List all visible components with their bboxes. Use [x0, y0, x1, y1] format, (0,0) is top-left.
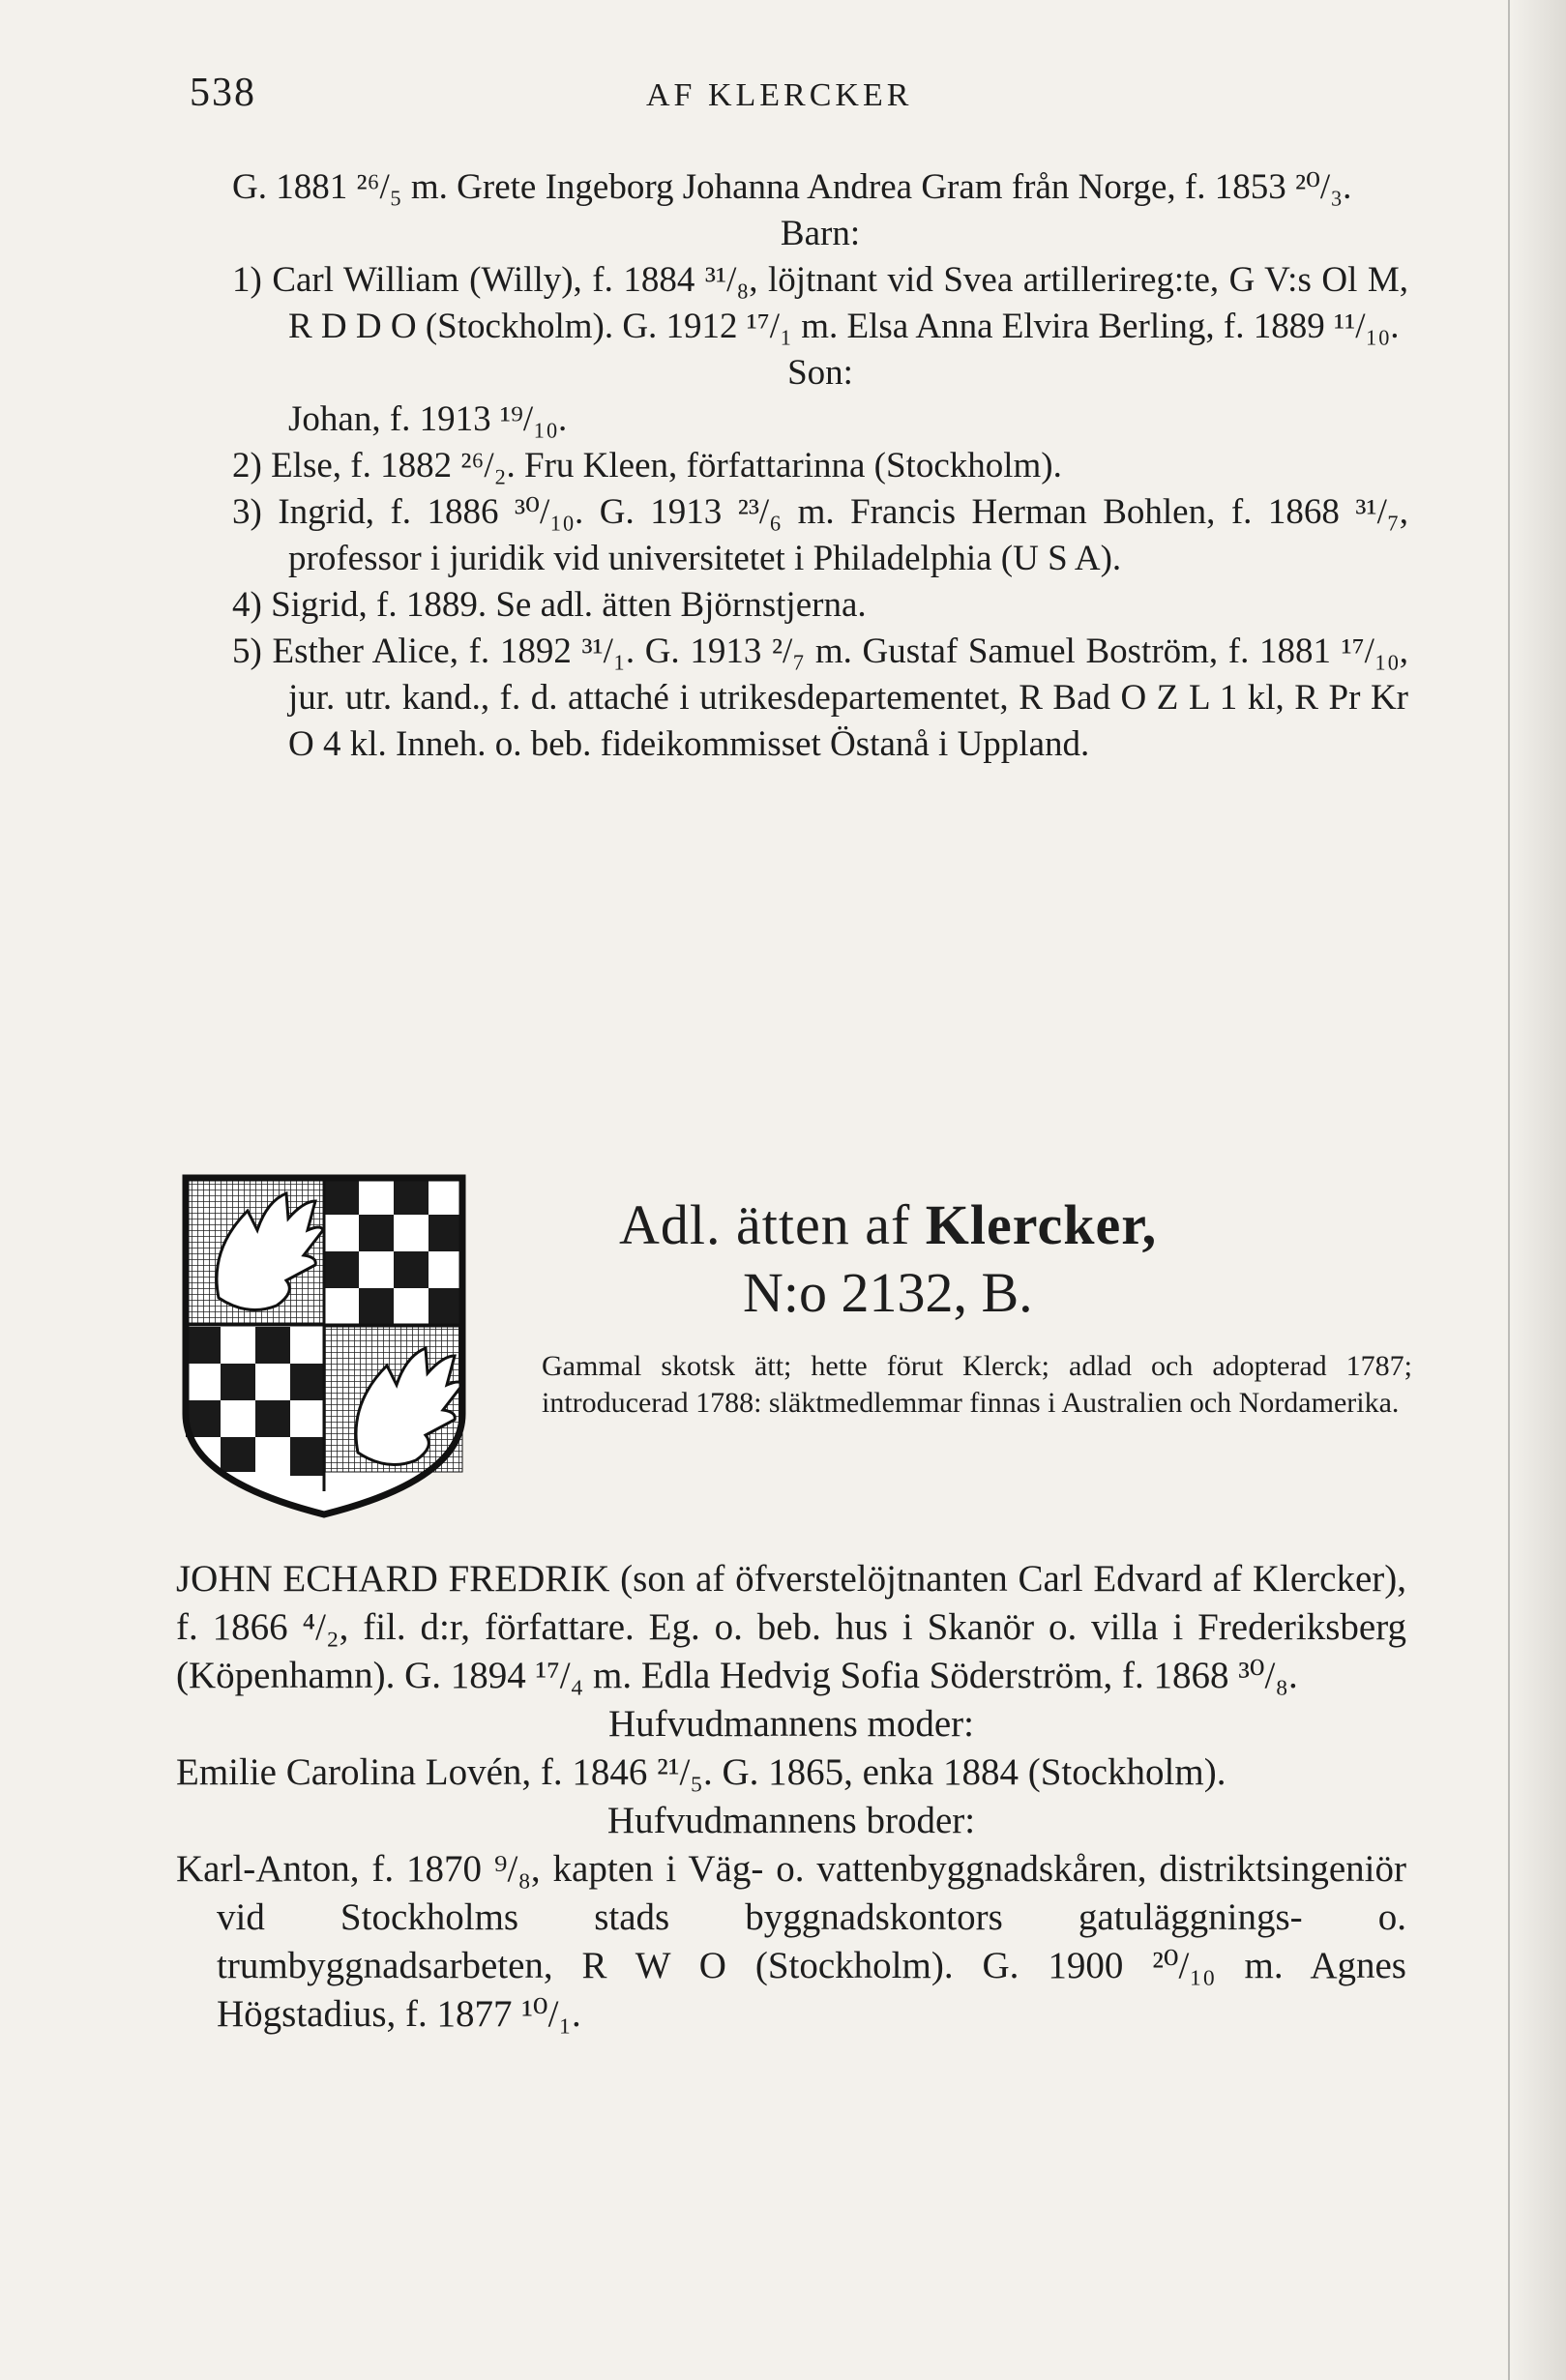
child-4: 4) Sigrid, f. 1889. Se adl. ätten Björnstjerna.	[232, 585, 867, 625]
page-number: 538	[190, 71, 256, 115]
family-title	[619, 1191, 1412, 1259]
family-number: N:o 2132, B.	[743, 1261, 1033, 1324]
mother-paragraph: Emilie Carolina Lovén, f. 1846 ²¹/₅. G. 1865, enka 1884 (Stockholm).	[176, 1751, 1226, 1793]
entry-main	[176, 1555, 1406, 2039]
son-label: Son:	[787, 353, 853, 393]
head-of-family: JOHN ECHARD FREDRIK (son af öfverstelöjtnanten Carl Edvard af Klercker), f. 1866 ⁴/₂, fil. d:r, författare. Eg. o. beb. hus i Skanör o. villa i Frederiksberg (Köpenhamn). G. 1894 ¹⁷/₄ m. Edla Hedvig Sofia Söderström, f. 1868 ³⁰/₈.	[176, 1558, 1406, 1696]
page-edge-line	[1508, 0, 1510, 2380]
child-1: 1) Carl William (Willy), f. 1884 ³¹/₈, löjtnant vid Svea artillerireg:te, G V:s Ol M, R D D O (Stockholm). G. 1912 ¹⁷/₁ m. Elsa Anna Elvira Berling, f. 1889 ¹¹/₁₀.	[232, 260, 1408, 346]
family-note: Gammal skotsk ätt; hette förut Klerck; adlad och adopterad 1787; introducerad 1788: släktmedlemmar finnas i Australien och Nordamerika.	[542, 1350, 1412, 1419]
family-heading	[542, 1191, 1412, 1422]
coat-of-arms-icon	[180, 1172, 468, 1520]
running-title: AF KLERCKER	[646, 77, 913, 113]
page-header	[190, 70, 1418, 128]
child-5: 5) Esther Alice, f. 1892 ³¹/₁. G. 1913 ²/₇ m. Gustaf Samuel Boström, f. 1881 ¹⁷/₁₀, jur. utr. kand., f. d. attaché i utrikesdepartementet, R Bad O Z L 1 kl, R Pr Kr O 4 kl. Inneh. o. beb. fideikommisset Östanå i Uppland.	[232, 632, 1408, 764]
child-2: 2) Else, f. 1882 ²⁶/₂. Fru Kleen, författarinna (Stockholm).	[232, 446, 1062, 485]
child-1-son: Johan, f. 1913 ¹⁹/₁₀.	[288, 399, 568, 439]
brother-paragraph: Karl-Anton, f. 1870 ⁹/₈, kapten i Väg- o. vattenbyggnadskåren, distriktsingeniör vid Stockholms stads byggnadskontors gatuläggnings- o. trumbyggnadsarbeten, R W O (Stockholm). G. 1900 ²⁰/₁₀ m. Agnes Högstadius, f. 1877 ¹⁰/₁.	[176, 1848, 1406, 2035]
family-title-prefix: Adl. ätten af	[619, 1193, 911, 1256]
child-3: 3) Ingrid, f. 1886 ³⁰/₁₀. G. 1913 ²³/₆ m. Francis Herman Bohlen, f. 1868 ³¹/₇, professor i juridik vid universitetet i Philadelphia (U S A).	[232, 492, 1408, 578]
brother-label: Hufvudmannens broder:	[606, 1800, 976, 1841]
family-title-name: Klercker,	[925, 1193, 1158, 1256]
mother-label: Hufvudmannens moder:	[607, 1703, 974, 1745]
children-label: Barn:	[780, 214, 861, 253]
marriage-paragraph: G. 1881 ²⁶/₅ m. Grete Ingeborg Johanna Andrea Gram från Norge, f. 1853 ²⁰/₃.	[232, 167, 1352, 207]
entry-top	[232, 164, 1408, 768]
page-edge-shadow	[1508, 0, 1566, 2380]
